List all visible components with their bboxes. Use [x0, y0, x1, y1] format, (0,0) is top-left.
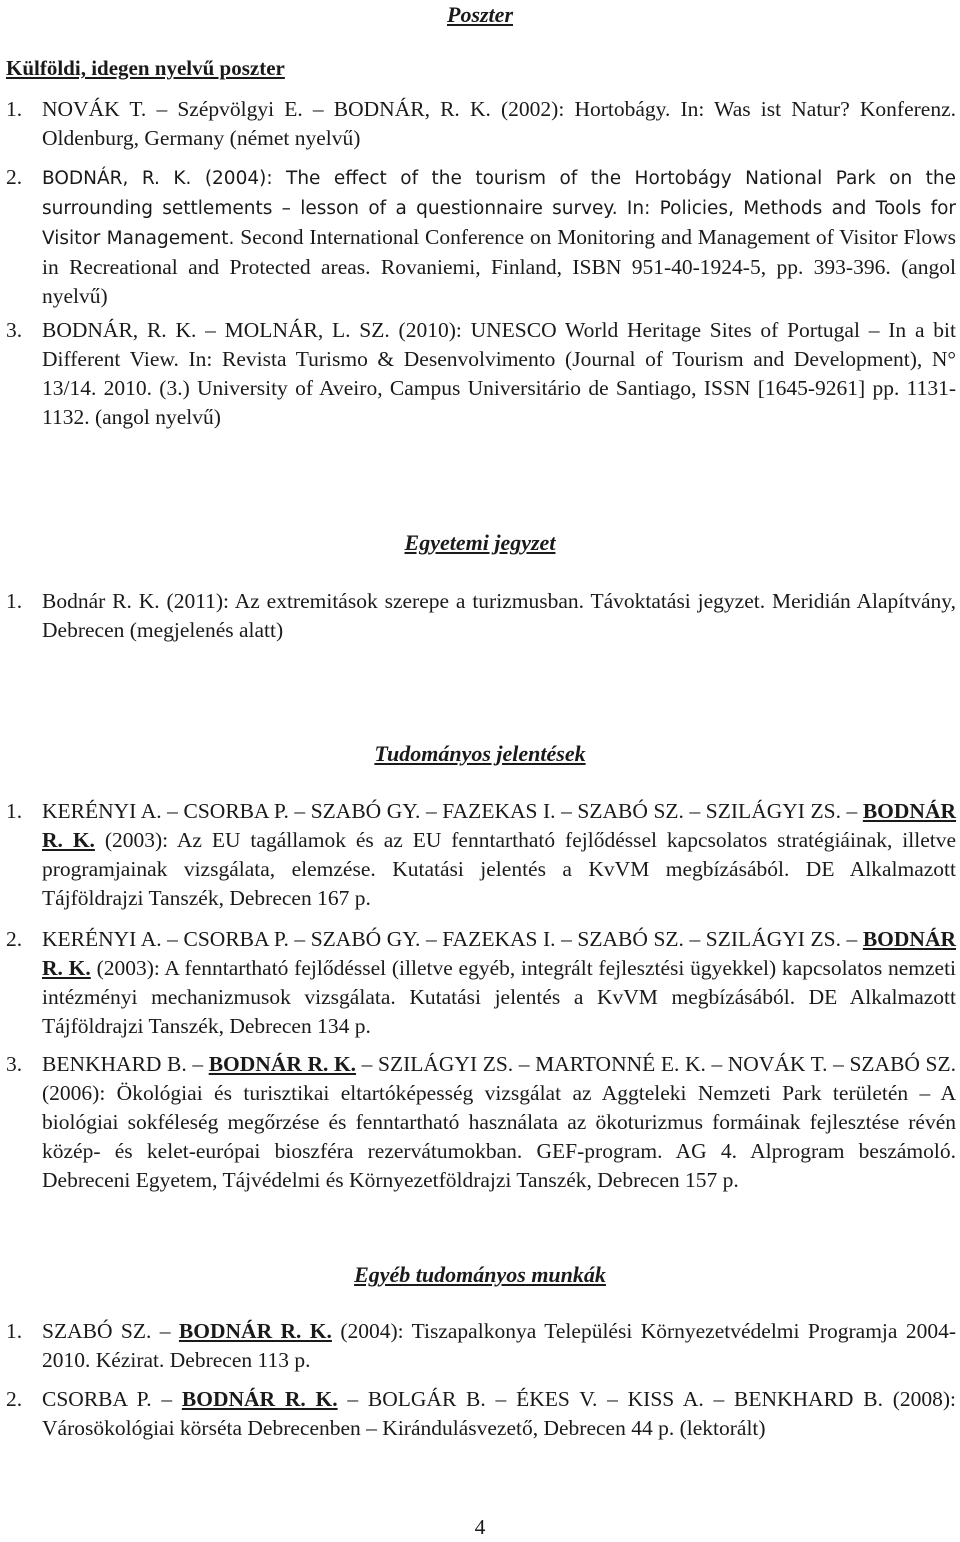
list-item — [6, 925, 956, 1041]
item-authors: – SZILÁGYI ZS. – MARTONNÉ E. K. – NOVÁK T. – SZABÓ SZ. — [361, 1052, 957, 1076]
section-title-university-notes: Egyetemi jegyzet — [404, 530, 556, 555]
item-number: 2. — [6, 927, 23, 951]
item-text: (2008): Városökológiai körséta Debrecenben – Kirándulásvezető, Debrecen 44 p. (lektorált) — [42, 1387, 957, 1440]
item-authors: CSORBA P. – — [42, 1387, 173, 1411]
item-number: 1. — [6, 1319, 23, 1343]
item-number: 1. — [6, 589, 23, 613]
item-authors: BENKHARD B. – — [42, 1052, 204, 1076]
section-title-poster: Poszter — [447, 2, 513, 27]
list-item — [6, 316, 956, 432]
item-number: 1. — [6, 799, 23, 823]
item-author-highlight: BODNÁR R. K. — [178, 1319, 332, 1343]
section-title-reports: Tudományos jelentések — [374, 741, 586, 766]
list-item — [6, 797, 956, 913]
page-number: 4 — [474, 1515, 486, 1539]
item-author-highlight: BODNÁR R. K. — [181, 1387, 338, 1411]
list-item — [6, 1385, 956, 1443]
list-item — [6, 1317, 956, 1375]
list-item — [6, 163, 956, 311]
list-item — [6, 1050, 956, 1195]
item-author-highlight: BODNÁR R. K. — [208, 1052, 357, 1076]
item-number: 2. — [6, 165, 23, 189]
item-text: BODNÁR, R. K. – MOLNÁR, L. SZ. (2010): UNESCO World Heritage Sites of Portugal – In a bit Different View. In: Revista Turismo & Desenvolvimento (Journal of Tourism and Development), N° 13/14. 2010. (3.) University of Aveiro, Campus Universitário de Santiago, ISSN [1645-9261] pp. 1131-1132. (angol nyelvű) — [42, 318, 956, 429]
item-text: (2004): Tiszapalkonya Települési Környezetvédelmi Programja 2004-2010. Kézirat. Debrecen 113 p. — [42, 1319, 957, 1372]
item-text-part: BODNÁR, R. K. (2004): The effect of the tourism of the Hortobágy National Park on the surrounding settlements – lesson of a questionnaire survey. In: Policies, Methods and Tools for Visitor Management. — [42, 168, 956, 249]
item-text: (2006): Ökológiai és turisztikai eltartóképesség vizsgálat az Aggteleki Nemzeti Park területén – A biológiai sokféleség megőrzése és fenntartható használata az ökoturizmus formáinak fejlesztése révén közép- és kelet-európai bioszféra rezervátumokban. GEF-program. AG 4. Alprogram beszámoló. Debreceni Egyetem, Tájvédelmi és Környezetföldrajzi Tanszék, Debrecen 157 p. — [42, 1081, 956, 1192]
item-author-highlight: BODNÁR R. K. — [42, 799, 957, 852]
item-number: 3. — [6, 1052, 23, 1076]
item-authors: SZABÓ SZ. – — [42, 1319, 171, 1343]
item-number: 2. — [6, 1387, 23, 1411]
item-number: 3. — [6, 318, 23, 342]
item-text: (2003): Az EU tagállamok és az EU fenntartható fejlődéssel kapcsolatos stratégiáinak, illetve programjainak vizsgálata, elemzése. Kutatási jelentés a KvVM megbízásából. DE Alkalmazott Tájföldrajzi Tanszék, Debrecen 167 p. — [42, 828, 957, 910]
section-title-foreign-poster: Külföldi, idegen nyelvű poszter — [6, 56, 285, 80]
item-authors: KERÉNYI A. – CSORBA P. – SZABÓ GY. – FAZEKAS I. – SZABÓ SZ. – SZILÁGYI ZS. – — [42, 799, 858, 823]
item-text: NOVÁK T. – Szépvölgyi E. – BODNÁR, R. K. (2002): Hortobágy. In: Was ist Natur? Konferenz. Oldenburg, Germany (német nyelvű) — [42, 97, 956, 150]
section-title-other-works: Egyéb tudományos munkák — [354, 1262, 606, 1287]
item-authors: – BOLGÁR B. – ÉKES V. – KISS A. – BENKHARD B. — [347, 1387, 883, 1411]
list-item — [6, 95, 956, 153]
item-author-highlight: BODNÁR R. K. — [42, 927, 957, 980]
item-text: (2003): A fenntartható fejlődéssel (illetve egyéb, integrált fejlesztési ügyekkel) kapcsolatos nemzeti intézményi mechanizmusok vizsgálata. Kutatási jelentés a KvVM megbízásából. DE Alkalmazott Tájföldrajzi Tanszék, Debrecen 134 p. — [42, 956, 957, 1038]
item-text: Bodnár R. K. (2011): Az extremitások szerepe a turizmusban. Távoktatási jegyzet. Meridián Alapítvány, Debrecen (megjelenés alatt) — [42, 589, 956, 642]
item-authors: KERÉNYI A. – CSORBA P. – SZABÓ GY. – FAZEKAS I. – SZABÓ SZ. – SZILÁGYI ZS. – — [42, 927, 858, 951]
item-number: 1. — [6, 97, 23, 121]
list-item — [6, 587, 956, 645]
item-text-part: Second International Conference on Monitoring and Management of Visitor Flows in Recreational and Protected areas. Rovaniemi, Finland, ISBN 951-40-1924-5, pp. 393-396. (angol nyelvű) — [42, 225, 957, 308]
